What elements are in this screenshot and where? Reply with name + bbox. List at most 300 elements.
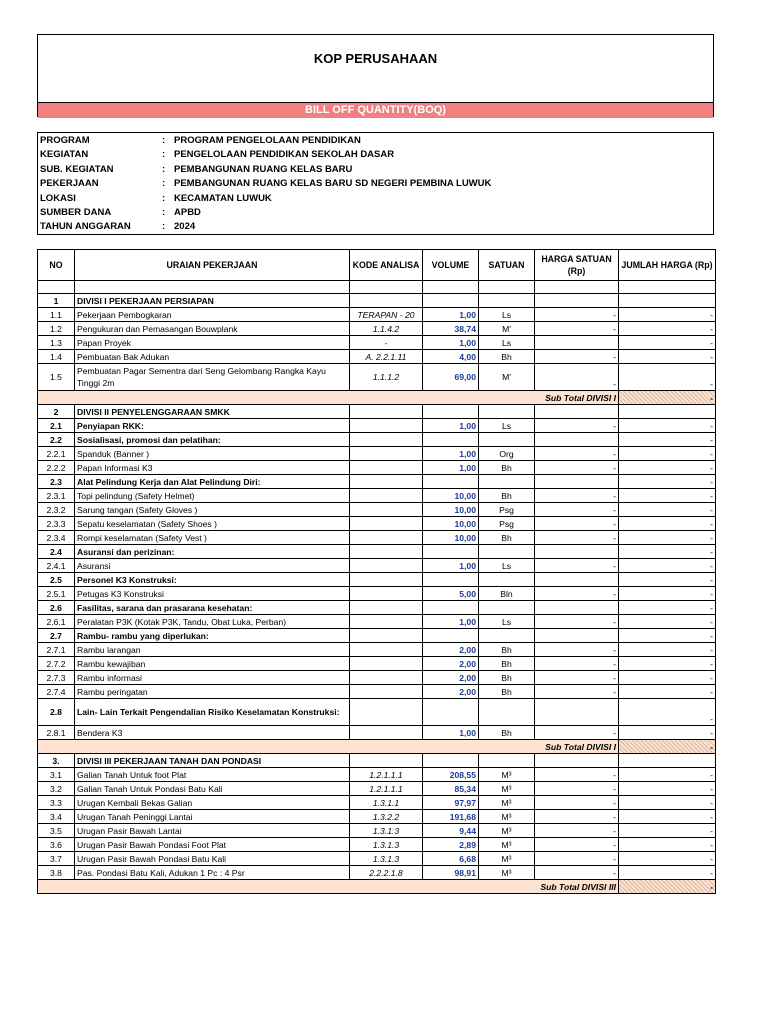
cell-uraian: Urugan Kembali Bekas Galian bbox=[75, 796, 350, 810]
header-satuan: SATUAN bbox=[479, 250, 535, 281]
table-row bbox=[38, 852, 716, 866]
cell-satuan: Ls bbox=[479, 559, 535, 573]
cell-satuan: Bln bbox=[479, 587, 535, 601]
header-no: NO bbox=[38, 250, 75, 281]
blank-cell bbox=[423, 281, 479, 294]
cell-volume: 2,00 bbox=[423, 685, 479, 699]
blank-cell bbox=[619, 281, 716, 294]
cell-kode bbox=[350, 545, 423, 559]
header-kode: KODE ANALISA bbox=[350, 250, 423, 281]
cell-volume: 1,00 bbox=[423, 336, 479, 350]
cell-harga-satuan: - bbox=[535, 796, 619, 810]
cell-harga-satuan: - bbox=[535, 517, 619, 531]
division-row bbox=[38, 754, 716, 768]
cell-kode: A. 2.2.1.11 bbox=[350, 350, 423, 364]
table-row bbox=[38, 587, 716, 601]
cell-satuan: M³ bbox=[479, 796, 535, 810]
cell-harga-satuan: - bbox=[535, 852, 619, 866]
subtotal-label: Sub Total DIVISI III bbox=[38, 880, 619, 894]
cell-satuan: Bh bbox=[479, 643, 535, 657]
cell-no: 1.4 bbox=[38, 350, 75, 364]
boq-title-band: BILL OFF QUANTITY(BOQ) bbox=[38, 102, 713, 118]
header-volume: VOLUME bbox=[423, 250, 479, 281]
cell-jumlah-harga: - bbox=[619, 350, 716, 364]
cell-uraian: Urugan Pasir Bawah Pondasi Foot Plat bbox=[75, 838, 350, 852]
cell-uraian: Galian Tanah Untuk foot Plat bbox=[75, 768, 350, 782]
cell-jumlah-harga: - bbox=[619, 573, 716, 587]
cell-harga-satuan: - bbox=[535, 685, 619, 699]
cell-uraian: Asuransi dan perizinan: bbox=[75, 545, 350, 559]
cell-volume: 2,00 bbox=[423, 643, 479, 657]
cell-no: 3.1 bbox=[38, 768, 75, 782]
cell-harga-satuan: - bbox=[535, 587, 619, 601]
cell-satuan bbox=[479, 475, 535, 489]
cell-jumlah-harga bbox=[619, 754, 716, 768]
subtotal-label: Sub Total DIVISI I bbox=[38, 740, 619, 754]
cell-jumlah-harga: - bbox=[619, 866, 716, 880]
letterhead-box bbox=[37, 34, 714, 117]
cell-kode: 1.1.1.2 bbox=[350, 364, 423, 391]
cell-volume bbox=[423, 754, 479, 768]
cell-harga-satuan: - bbox=[535, 461, 619, 475]
cell-volume: 85,34 bbox=[423, 782, 479, 796]
info-label: KEGIATAN bbox=[40, 149, 89, 161]
cell-jumlah-harga: - bbox=[619, 629, 716, 643]
cell-volume: 2,00 bbox=[423, 657, 479, 671]
cell-jumlah-harga: - bbox=[619, 615, 716, 629]
blank-cell bbox=[38, 281, 75, 294]
cell-volume: 9,44 bbox=[423, 824, 479, 838]
cell-no: 2.7.2 bbox=[38, 657, 75, 671]
cell-volume: 1,00 bbox=[423, 615, 479, 629]
table-body bbox=[38, 281, 716, 894]
cell-harga-satuan bbox=[535, 601, 619, 615]
cell-satuan: M' bbox=[479, 322, 535, 336]
cell-satuan: M' bbox=[479, 364, 535, 391]
cell-harga-satuan: - bbox=[535, 726, 619, 740]
cell-jumlah-harga: - bbox=[619, 838, 716, 852]
cell-harga-satuan bbox=[535, 629, 619, 643]
cell-kode bbox=[350, 587, 423, 601]
cell-volume: 97,97 bbox=[423, 796, 479, 810]
cell-uraian: Rambu peringatan bbox=[75, 685, 350, 699]
cell-jumlah-harga: - bbox=[619, 768, 716, 782]
blank-cell bbox=[535, 281, 619, 294]
cell-harga-satuan: - bbox=[535, 559, 619, 573]
cell-volume: 1,00 bbox=[423, 447, 479, 461]
cell-no: 3.5 bbox=[38, 824, 75, 838]
cell-harga-satuan: - bbox=[535, 350, 619, 364]
cell-harga-satuan bbox=[535, 405, 619, 419]
cell-no: 2.5.1 bbox=[38, 587, 75, 601]
cell-volume bbox=[423, 294, 479, 308]
table-row bbox=[38, 615, 716, 629]
cell-jumlah-harga: - bbox=[619, 699, 716, 726]
table-row bbox=[38, 517, 716, 531]
cell-satuan: Bh bbox=[479, 657, 535, 671]
cell-jumlah-harga: - bbox=[619, 364, 716, 391]
table-row bbox=[38, 419, 716, 433]
cell-harga-satuan: - bbox=[535, 810, 619, 824]
info-value: PEMBANGUNAN RUANG KELAS BARU SD NEGERI PEMBINA LUWUK bbox=[174, 178, 492, 190]
cell-no: 3.2 bbox=[38, 782, 75, 796]
header-jumlah-harga: JUMLAH HARGA (Rp) bbox=[619, 250, 716, 281]
cell-kode bbox=[350, 615, 423, 629]
cell-uraian: Sepatu keselamatan (Safety Shoes ) bbox=[75, 517, 350, 531]
cell-uraian: Sarung tangan (Safety Gloves ) bbox=[75, 503, 350, 517]
cell-jumlah-harga: - bbox=[619, 461, 716, 475]
cell-satuan: Bh bbox=[479, 671, 535, 685]
table-row bbox=[38, 475, 716, 489]
table-row bbox=[38, 810, 716, 824]
cell-jumlah-harga: - bbox=[619, 796, 716, 810]
subtotal-label: Sub Total DIVISI I bbox=[38, 391, 619, 405]
cell-uraian: Asuransi bbox=[75, 559, 350, 573]
cell-no: 3.3 bbox=[38, 796, 75, 810]
cell-kode bbox=[350, 461, 423, 475]
cell-volume: 4,00 bbox=[423, 350, 479, 364]
info-colon: : bbox=[162, 207, 166, 218]
cell-kode: 2.2.2.1.8 bbox=[350, 866, 423, 880]
cell-jumlah-harga bbox=[619, 294, 716, 308]
info-colon: : bbox=[162, 178, 166, 190]
table-row bbox=[38, 573, 716, 587]
cell-jumlah-harga: - bbox=[619, 852, 716, 866]
cell-uraian: Personel K3 Konstruksi: bbox=[75, 573, 350, 587]
cell-no: 2.6 bbox=[38, 601, 75, 615]
cell-satuan: Bh bbox=[479, 531, 535, 545]
cell-volume bbox=[423, 405, 479, 419]
table-row bbox=[38, 782, 716, 796]
cell-volume: 1,00 bbox=[423, 419, 479, 433]
cell-satuan: Psg bbox=[479, 517, 535, 531]
cell-harga-satuan: - bbox=[535, 866, 619, 880]
cell-satuan bbox=[479, 405, 535, 419]
cell-satuan bbox=[479, 573, 535, 587]
cell-volume: 2,00 bbox=[423, 671, 479, 685]
cell-satuan: M³ bbox=[479, 852, 535, 866]
cell-no: 2.3 bbox=[38, 475, 75, 489]
cell-kode bbox=[350, 643, 423, 657]
table-row bbox=[38, 601, 716, 615]
cell-uraian: DIVISI I PEKERJAAN PERSIAPAN bbox=[75, 294, 350, 308]
table-row bbox=[38, 699, 716, 726]
project-info-box bbox=[37, 132, 714, 235]
table-row bbox=[38, 866, 716, 880]
blank-cell bbox=[75, 281, 350, 294]
cell-harga-satuan: - bbox=[535, 308, 619, 322]
cell-jumlah-harga: - bbox=[619, 824, 716, 838]
table-row bbox=[38, 726, 716, 740]
cell-jumlah-harga: - bbox=[619, 782, 716, 796]
cell-jumlah-harga: - bbox=[619, 419, 716, 433]
cell-jumlah-harga: - bbox=[619, 475, 716, 489]
cell-volume: 10,00 bbox=[423, 517, 479, 531]
info-colon: : bbox=[162, 192, 166, 204]
cell-jumlah-harga: - bbox=[619, 308, 716, 322]
cell-kode: 1.3.1.3 bbox=[350, 852, 423, 866]
cell-volume: 10,00 bbox=[423, 531, 479, 545]
cell-no: 2.2 bbox=[38, 433, 75, 447]
cell-no: 1.5 bbox=[38, 364, 75, 391]
cell-satuan: Psg bbox=[479, 503, 535, 517]
cell-harga-satuan bbox=[535, 754, 619, 768]
cell-no: 2.7.3 bbox=[38, 671, 75, 685]
cell-volume bbox=[423, 545, 479, 559]
cell-kode bbox=[350, 671, 423, 685]
cell-kode bbox=[350, 754, 423, 768]
cell-harga-satuan: - bbox=[535, 643, 619, 657]
cell-uraian: Fasilitas, sarana dan prasarana kesehatan: bbox=[75, 601, 350, 615]
table-row bbox=[38, 545, 716, 559]
cell-jumlah-harga: - bbox=[619, 531, 716, 545]
cell-harga-satuan bbox=[535, 475, 619, 489]
cell-satuan: Bh bbox=[479, 726, 535, 740]
subtotal-amount: - bbox=[619, 740, 716, 754]
cell-no: 3.8 bbox=[38, 866, 75, 880]
cell-jumlah-harga: - bbox=[619, 503, 716, 517]
cell-harga-satuan: - bbox=[535, 489, 619, 503]
cell-volume: 38,74 bbox=[423, 322, 479, 336]
cell-satuan: Ls bbox=[479, 308, 535, 322]
cell-volume: 1,00 bbox=[423, 726, 479, 740]
cell-no: 3.6 bbox=[38, 838, 75, 852]
cell-harga-satuan bbox=[535, 699, 619, 726]
cell-volume: 191,68 bbox=[423, 810, 479, 824]
cell-no: 3.4 bbox=[38, 810, 75, 824]
cell-kode: 1.1.4.2 bbox=[350, 322, 423, 336]
cell-no: 2.8 bbox=[38, 699, 75, 726]
cell-harga-satuan bbox=[535, 294, 619, 308]
cell-jumlah-harga: - bbox=[619, 671, 716, 685]
table-row bbox=[38, 350, 716, 364]
cell-uraian: Petugas K3 Konstruksi bbox=[75, 587, 350, 601]
cell-kode bbox=[350, 433, 423, 447]
blank-row bbox=[38, 281, 716, 294]
cell-kode bbox=[350, 559, 423, 573]
cell-jumlah-harga: - bbox=[619, 559, 716, 573]
cell-uraian: Papan Proyek bbox=[75, 336, 350, 350]
cell-uraian: Spanduk (Banner ) bbox=[75, 447, 350, 461]
cell-satuan: M³ bbox=[479, 782, 535, 796]
cell-uraian: Penyiapan RKK: bbox=[75, 419, 350, 433]
cell-satuan: M³ bbox=[479, 810, 535, 824]
header-harga-satuan: HARGA SATUAN (Rp) bbox=[535, 250, 619, 281]
cell-no: 2.5 bbox=[38, 573, 75, 587]
table-row bbox=[38, 433, 716, 447]
cell-kode bbox=[350, 573, 423, 587]
cell-harga-satuan: - bbox=[535, 768, 619, 782]
cell-uraian: Sosialisasi, promosi dan pelatihan: bbox=[75, 433, 350, 447]
cell-no: 1.1 bbox=[38, 308, 75, 322]
table-row bbox=[38, 643, 716, 657]
cell-kode: TERAPAN - 20 bbox=[350, 308, 423, 322]
cell-satuan bbox=[479, 545, 535, 559]
cell-uraian: Pembuatan Bak Adukan bbox=[75, 350, 350, 364]
cell-uraian: Topi pelindung (Safety Helmet) bbox=[75, 489, 350, 503]
table-row bbox=[38, 838, 716, 852]
cell-volume bbox=[423, 699, 479, 726]
table-row bbox=[38, 671, 716, 685]
cell-no: 1 bbox=[38, 294, 75, 308]
subtotal-row bbox=[38, 880, 716, 894]
cell-harga-satuan: - bbox=[535, 615, 619, 629]
cell-uraian: Rambu kewajiban bbox=[75, 657, 350, 671]
table-row bbox=[38, 531, 716, 545]
table-row bbox=[38, 364, 716, 391]
info-value: KECAMATAN LUWUK bbox=[174, 192, 272, 204]
subtotal-row bbox=[38, 391, 716, 405]
table-row bbox=[38, 796, 716, 810]
blank-cell bbox=[350, 281, 423, 294]
cell-kode: 1.2.1.1.1 bbox=[350, 782, 423, 796]
header-uraian: URAIAN PEKERJAAN bbox=[75, 250, 350, 281]
info-colon: : bbox=[162, 221, 166, 233]
cell-uraian: Urugan Tanah Peninggi Lantai bbox=[75, 810, 350, 824]
cell-kode: - bbox=[350, 336, 423, 350]
cell-no: 2.2.1 bbox=[38, 447, 75, 461]
cell-satuan bbox=[479, 294, 535, 308]
cell-uraian: Urugan Pasir Bawah Lantai bbox=[75, 824, 350, 838]
cell-harga-satuan: - bbox=[535, 531, 619, 545]
cell-uraian: Bendera K3 bbox=[75, 726, 350, 740]
cell-satuan bbox=[479, 754, 535, 768]
table-row bbox=[38, 824, 716, 838]
table-row bbox=[38, 322, 716, 336]
info-label: PROGRAM bbox=[40, 135, 90, 146]
cell-volume bbox=[423, 629, 479, 643]
cell-jumlah-harga: - bbox=[619, 587, 716, 601]
cell-no: 2.3.2 bbox=[38, 503, 75, 517]
cell-volume: 10,00 bbox=[423, 503, 479, 517]
info-value: PENGELOLAAN PENDIDIKAN SEKOLAH DASAR bbox=[174, 149, 395, 161]
cell-jumlah-harga bbox=[619, 405, 716, 419]
info-colon: : bbox=[162, 135, 166, 146]
cell-kode bbox=[350, 531, 423, 545]
subtotal-amount: - bbox=[619, 391, 716, 405]
cell-kode bbox=[350, 699, 423, 726]
cell-no: 2.2.2 bbox=[38, 461, 75, 475]
cell-satuan: Ls bbox=[479, 336, 535, 350]
cell-volume: 69,00 bbox=[423, 364, 479, 391]
table-row bbox=[38, 629, 716, 643]
cell-kode: 1.3.1.3 bbox=[350, 838, 423, 852]
cell-volume: 6,68 bbox=[423, 852, 479, 866]
cell-uraian: Pekerjaan Pembogkaran bbox=[75, 308, 350, 322]
cell-jumlah-harga: - bbox=[619, 517, 716, 531]
cell-jumlah-harga: - bbox=[619, 643, 716, 657]
cell-kode: 1.3.2.2 bbox=[350, 810, 423, 824]
cell-no: 2.6.1 bbox=[38, 615, 75, 629]
cell-kode: 1.3.1.3 bbox=[350, 824, 423, 838]
cell-satuan: M³ bbox=[479, 838, 535, 852]
blank-cell bbox=[479, 281, 535, 294]
table-row bbox=[38, 657, 716, 671]
cell-kode bbox=[350, 294, 423, 308]
cell-kode bbox=[350, 503, 423, 517]
cell-kode bbox=[350, 419, 423, 433]
cell-volume: 1,00 bbox=[423, 559, 479, 573]
cell-jumlah-harga: - bbox=[619, 810, 716, 824]
cell-no: 2.7.1 bbox=[38, 643, 75, 657]
cell-no: 2 bbox=[38, 405, 75, 419]
cell-jumlah-harga: - bbox=[619, 726, 716, 740]
cell-harga-satuan bbox=[535, 433, 619, 447]
cell-no: 2.8.1 bbox=[38, 726, 75, 740]
cell-jumlah-harga: - bbox=[619, 433, 716, 447]
info-label: SUMBER DANA bbox=[40, 207, 112, 218]
cell-satuan: Ls bbox=[479, 615, 535, 629]
cell-kode bbox=[350, 489, 423, 503]
cell-uraian: Peralatan P3K (Kotak P3K, Tandu, Obat Luka, Perban) bbox=[75, 615, 350, 629]
cell-no: 1.2 bbox=[38, 322, 75, 336]
cell-no: 2.3.3 bbox=[38, 517, 75, 531]
cell-no: 3. bbox=[38, 754, 75, 768]
cell-satuan: M³ bbox=[479, 768, 535, 782]
cell-harga-satuan: - bbox=[535, 824, 619, 838]
cell-no: 1.3 bbox=[38, 336, 75, 350]
cell-uraian: Urugan Pasir Bawah Pondasi Batu Kali bbox=[75, 852, 350, 866]
cell-jumlah-harga: - bbox=[619, 447, 716, 461]
table-row bbox=[38, 559, 716, 573]
cell-harga-satuan: - bbox=[535, 657, 619, 671]
cell-kode bbox=[350, 726, 423, 740]
cell-satuan: Org bbox=[479, 447, 535, 461]
table-header-row bbox=[38, 250, 716, 281]
cell-uraian: Galian Tanah Untuk Pondasi Batu Kali bbox=[75, 782, 350, 796]
cell-uraian: Rambu- rambu yang diperlukan: bbox=[75, 629, 350, 643]
cell-satuan bbox=[479, 601, 535, 615]
table-row bbox=[38, 308, 716, 322]
cell-kode bbox=[350, 685, 423, 699]
table-row bbox=[38, 768, 716, 782]
cell-uraian: Pembuatan Pagar Sementra dari Seng Gelombang Rangka Kayu Tinggi 2m bbox=[75, 364, 350, 391]
cell-volume: 10,00 bbox=[423, 489, 479, 503]
info-value: APBD bbox=[174, 207, 201, 218]
cell-uraian: DIVISI III PEKERJAAN TANAH DAN PONDASI bbox=[75, 754, 350, 768]
cell-kode bbox=[350, 475, 423, 489]
letterhead-title: KOP PERUSAHAAN bbox=[313, 51, 438, 66]
cell-harga-satuan bbox=[535, 336, 619, 350]
cell-no: 2.3.1 bbox=[38, 489, 75, 503]
cell-volume: 1,00 bbox=[423, 308, 479, 322]
cell-harga-satuan: - bbox=[535, 447, 619, 461]
subtotal-row bbox=[38, 740, 716, 754]
table-row bbox=[38, 489, 716, 503]
cell-kode bbox=[350, 629, 423, 643]
division-row bbox=[38, 294, 716, 308]
cell-kode: 1.3.1.1 bbox=[350, 796, 423, 810]
cell-uraian: Rambu larangan bbox=[75, 643, 350, 657]
info-label: TAHUN ANGGARAN bbox=[40, 221, 131, 233]
cell-volume: 208,55 bbox=[423, 768, 479, 782]
cell-volume: 5,00 bbox=[423, 587, 479, 601]
cell-harga-satuan: - bbox=[535, 838, 619, 852]
cell-no: 2.1 bbox=[38, 419, 75, 433]
cell-no: 2.7.4 bbox=[38, 685, 75, 699]
info-colon: : bbox=[162, 149, 166, 161]
cell-satuan bbox=[479, 433, 535, 447]
cell-uraian: Lain- Lain Terkait Pengendalian Risiko Keselamatan Konstruksi: bbox=[75, 699, 350, 726]
cell-satuan: Ls bbox=[479, 419, 535, 433]
info-colon: : bbox=[162, 163, 166, 175]
cell-uraian: Pas. Pondasi Batu Kali, Adukan 1 Pc : 4 Psr bbox=[75, 866, 350, 880]
info-value: PROGRAM PENGELOLAAN PENDIDIKAN bbox=[174, 135, 361, 146]
cell-satuan: Bh bbox=[479, 685, 535, 699]
subtotal-amount: - bbox=[619, 880, 716, 894]
cell-jumlah-harga: - bbox=[619, 545, 716, 559]
cell-satuan: M³ bbox=[479, 824, 535, 838]
